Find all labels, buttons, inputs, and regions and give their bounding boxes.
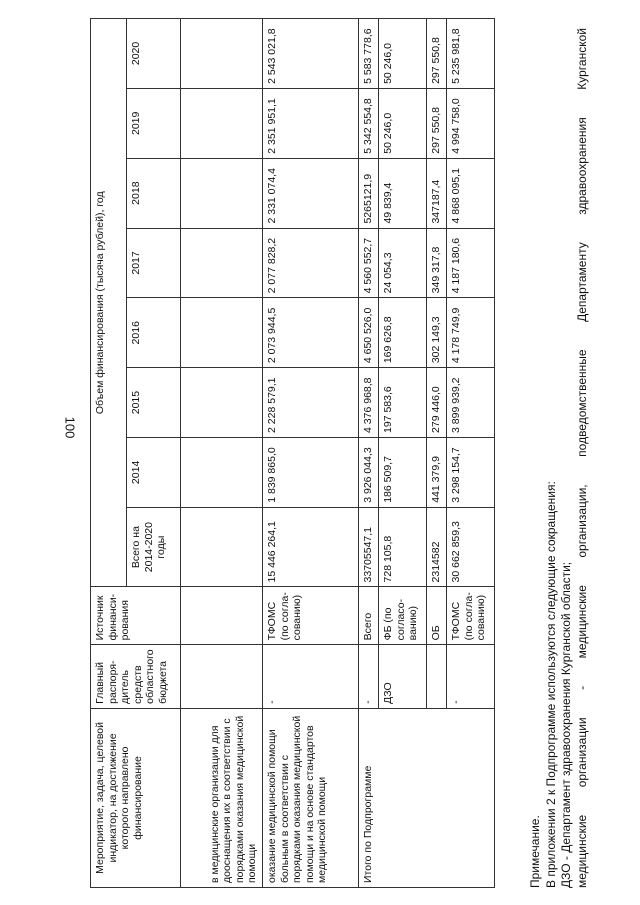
header-year: 2015 <box>127 368 181 438</box>
manager-cell: ДЗО <box>379 645 427 708</box>
year-cell: 302 149,3 <box>427 298 447 368</box>
year-cell: 50 246,0 <box>379 19 427 89</box>
header-total: Всего на 2014-2020 годы <box>127 507 181 587</box>
header-manager: Главный распоря-дитель средств областного бюджета <box>91 645 181 708</box>
empty-cell <box>181 437 263 507</box>
year-cell: 197 583,6 <box>379 368 427 438</box>
header-year: 2016 <box>127 298 181 368</box>
header-year: 2018 <box>127 158 181 228</box>
year-cell: 441 379,9 <box>427 437 447 507</box>
continuation-event-text: в медицинские организации для дооснащения их в соответствии с порядками оказания медицинской помощи <box>181 708 263 887</box>
empty-cell <box>181 88 263 158</box>
year-cell: 347187,4 <box>427 158 447 228</box>
table-row <box>263 19 359 888</box>
notes-line: ДЗО - Департамент здравоохранения Курганской области; <box>559 561 574 888</box>
total-cell: 728 105,8 <box>379 507 427 587</box>
notes-block <box>528 28 590 888</box>
year-cell: 169 626,8 <box>379 298 427 368</box>
year-cell: 2 077 828,2 <box>263 228 359 298</box>
year-cell: 297 550,8 <box>427 88 447 158</box>
empty-cell <box>181 645 263 708</box>
source-cell: ТФОМС (по согла-сованию) <box>263 587 359 645</box>
year-cell: 349 317,8 <box>427 228 447 298</box>
manager-cell: - <box>263 645 359 708</box>
year-cell: 24 054,3 <box>379 228 427 298</box>
year-cell: 279 446,0 <box>427 368 447 438</box>
header-event: Мероприятие, задача, целевой индикатор, на достижение которого направлено финансирование <box>91 708 181 887</box>
year-cell: 5265121,9 <box>359 158 379 228</box>
header-year: 2019 <box>127 88 181 158</box>
year-cell: 5 583 778,6 <box>359 19 379 89</box>
header-year: 2017 <box>127 228 181 298</box>
year-cell: 4 178 749,9 <box>447 298 495 368</box>
total-cell: 30 662 859,3 <box>447 507 495 587</box>
totals-label: Итого по Подпрограмме <box>359 708 495 887</box>
year-cell: 2 543 021,8 <box>263 19 359 89</box>
table-row <box>359 19 379 888</box>
financing-table <box>90 18 495 888</box>
rotated-page-content <box>90 18 610 888</box>
year-cell: 50 246,0 <box>379 88 427 158</box>
year-cell: 2 228 579,1 <box>263 368 359 438</box>
year-cell: 4 376 968,8 <box>359 368 379 438</box>
source-cell: ФБ (по согласо-ванию) <box>379 587 427 645</box>
total-cell: 33705547,1 <box>359 507 379 587</box>
year-cell: 5 342 554,8 <box>359 88 379 158</box>
source-cell: ОБ <box>427 587 447 645</box>
year-cell: 3 899 939,2 <box>447 368 495 438</box>
year-cell: 4 187 180,6 <box>447 228 495 298</box>
header-row-1 <box>91 19 127 888</box>
year-cell: 1 839 865,0 <box>263 437 359 507</box>
year-cell: 5 235 981,8 <box>447 19 495 89</box>
empty-cell <box>181 587 263 645</box>
manager-cell <box>427 645 447 708</box>
year-cell: 297 550,8 <box>427 19 447 89</box>
year-cell: 4 560 552,7 <box>359 228 379 298</box>
header-year: 2014 <box>127 437 181 507</box>
header-year: 2020 <box>127 19 181 89</box>
year-cell: 49 839,4 <box>379 158 427 228</box>
year-cell: 186 509,7 <box>379 437 427 507</box>
manager-cell: - <box>447 645 495 708</box>
source-cell: Всего <box>359 587 379 645</box>
source-cell: ТФОМС (по согла-сованию) <box>447 587 495 645</box>
header-source: Источник финанси-рования <box>91 587 181 645</box>
notes-line: В приложении 2 к Подпрограмме используются следующие сокращения: <box>543 481 558 888</box>
year-cell: 2 073 944,5 <box>263 298 359 368</box>
empty-cell <box>181 507 263 587</box>
notes-title: Примечание. <box>528 815 542 888</box>
page-number: 100 <box>62 416 78 439</box>
year-cell: 3 926 044,3 <box>359 437 379 507</box>
manager-cell: - <box>359 645 379 708</box>
empty-cell <box>181 158 263 228</box>
notes-line: медицинские организации - медицинские организации, подведомственные Департаменту здравоохранения Курганской <box>574 28 589 888</box>
year-cell: 2 351 951,1 <box>263 88 359 158</box>
empty-cell <box>181 19 263 89</box>
empty-cell <box>181 228 263 298</box>
event-cell: оказание медицинской помощи больным в соответствии с порядками оказания медицинской помощи и на основе стандартов медицинской помощи <box>263 708 359 887</box>
continuation-row <box>181 19 263 888</box>
empty-cell <box>181 368 263 438</box>
empty-cell <box>181 298 263 368</box>
year-cell: 2 331 074,4 <box>263 158 359 228</box>
year-cell: 4 994 758,0 <box>447 88 495 158</box>
header-volume: Объем финансирования (тысяча рублей), год <box>91 19 127 587</box>
total-cell: 15 446 264,1 <box>263 507 359 587</box>
total-cell: 2314582 <box>427 507 447 587</box>
year-cell: 3 298 154,7 <box>447 437 495 507</box>
year-cell: 4 868 095,1 <box>447 158 495 228</box>
year-cell: 4 650 526,0 <box>359 298 379 368</box>
